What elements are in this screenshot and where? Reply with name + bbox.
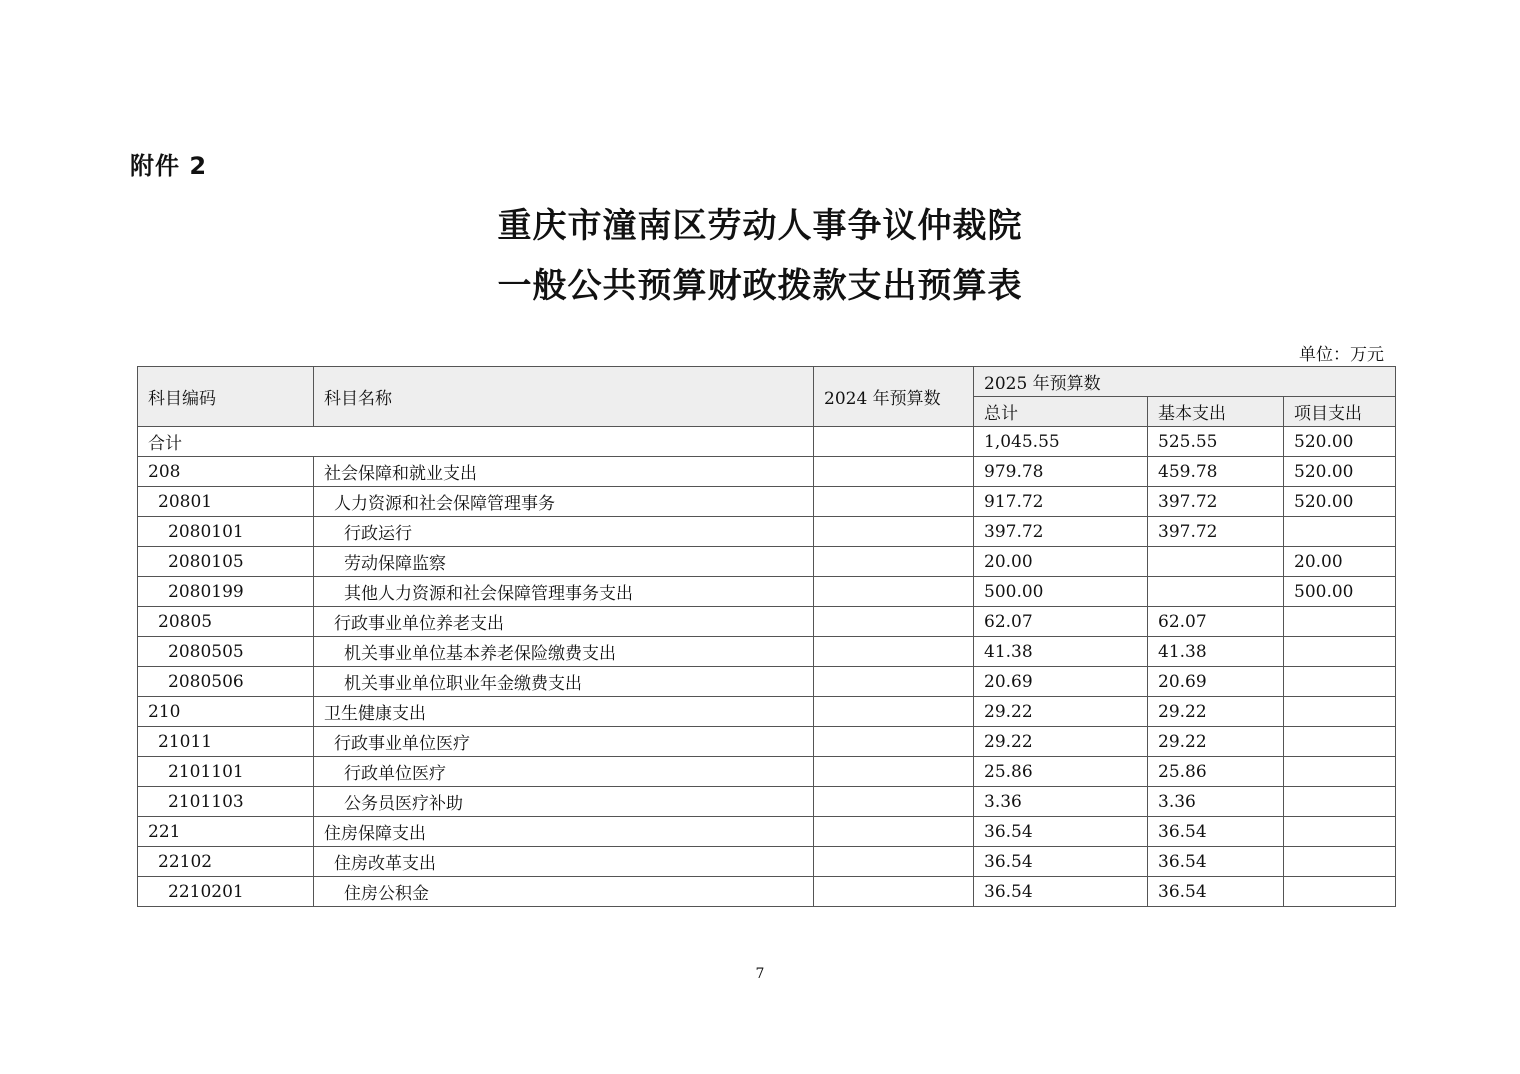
cell-project — [1284, 757, 1396, 787]
cell-name: 劳动保障监察 — [314, 547, 814, 577]
cell-basic: 62.07 — [1148, 607, 1284, 637]
table-row — [138, 607, 1396, 637]
cell-code: 2101103 — [138, 787, 314, 817]
attachment-label: 附件 2 — [130, 152, 208, 180]
cell-basic: 36.54 — [1148, 877, 1284, 907]
total-project: 520.00 — [1284, 427, 1396, 457]
cell-project: 520.00 — [1284, 457, 1396, 487]
cell-code: 2080505 — [138, 637, 314, 667]
header-budget-2024: 2024 年预算数 — [814, 367, 974, 427]
cell-name: 社会保障和就业支出 — [314, 457, 814, 487]
cell-total: 29.22 — [974, 697, 1148, 727]
cell-total: 20.00 — [974, 547, 1148, 577]
cell-budget-2024 — [814, 487, 974, 517]
cell-basic: 36.54 — [1148, 847, 1284, 877]
cell-total: 36.54 — [974, 817, 1148, 847]
cell-budget-2024 — [814, 877, 974, 907]
cell-project: 20.00 — [1284, 547, 1396, 577]
cell-name: 其他人力资源和社会保障管理事务支出 — [314, 577, 814, 607]
cell-total: 36.54 — [974, 877, 1148, 907]
unit-label: 单位：万元 — [1299, 345, 1384, 365]
total-budget-2024 — [814, 427, 974, 457]
cell-code: 21011 — [138, 727, 314, 757]
cell-name: 行政事业单位养老支出 — [314, 607, 814, 637]
document-title-line2: 一般公共预算财政拨款支出预算表 — [497, 266, 1023, 306]
cell-total: 29.22 — [974, 727, 1148, 757]
table-row — [138, 577, 1396, 607]
cell-code: 20801 — [138, 487, 314, 517]
cell-budget-2024 — [814, 457, 974, 487]
cell-budget-2024 — [814, 787, 974, 817]
cell-budget-2024 — [814, 637, 974, 667]
cell-project: 520.00 — [1284, 487, 1396, 517]
cell-name: 住房改革支出 — [314, 847, 814, 877]
cell-basic: 459.78 — [1148, 457, 1284, 487]
cell-project — [1284, 727, 1396, 757]
cell-total: 25.86 — [974, 757, 1148, 787]
cell-budget-2024 — [814, 667, 974, 697]
page-number: 7 — [755, 966, 765, 982]
cell-name: 人力资源和社会保障管理事务 — [314, 487, 814, 517]
cell-name: 机关事业单位职业年金缴费支出 — [314, 667, 814, 697]
table-row — [138, 787, 1396, 817]
total-basic: 525.55 — [1148, 427, 1284, 457]
cell-total: 20.69 — [974, 667, 1148, 697]
cell-total: 917.72 — [974, 487, 1148, 517]
table-row — [138, 877, 1396, 907]
cell-code: 208 — [138, 457, 314, 487]
total-label: 合计 — [138, 427, 814, 457]
cell-budget-2024 — [814, 847, 974, 877]
table-row — [138, 817, 1396, 847]
cell-budget-2024 — [814, 817, 974, 847]
cell-total: 979.78 — [974, 457, 1148, 487]
cell-code: 20805 — [138, 607, 314, 637]
cell-name: 行政运行 — [314, 517, 814, 547]
cell-basic: 29.22 — [1148, 727, 1284, 757]
cell-basic — [1148, 547, 1284, 577]
cell-basic: 29.22 — [1148, 697, 1284, 727]
total-row — [138, 427, 1396, 457]
cell-total: 62.07 — [974, 607, 1148, 637]
cell-project — [1284, 607, 1396, 637]
cell-project: 500.00 — [1284, 577, 1396, 607]
table-row — [138, 547, 1396, 577]
header-basic: 基本支出 — [1148, 397, 1284, 427]
cell-code: 2080199 — [138, 577, 314, 607]
cell-basic: 25.86 — [1148, 757, 1284, 787]
header-code: 科目编码 — [138, 367, 314, 427]
cell-code: 2101101 — [138, 757, 314, 787]
cell-name: 住房保障支出 — [314, 817, 814, 847]
table-row — [138, 667, 1396, 697]
table-row — [138, 847, 1396, 877]
cell-project — [1284, 787, 1396, 817]
cell-basic — [1148, 577, 1284, 607]
cell-basic: 397.72 — [1148, 517, 1284, 547]
header-project: 项目支出 — [1284, 397, 1396, 427]
cell-code: 221 — [138, 817, 314, 847]
cell-project — [1284, 667, 1396, 697]
total-total: 1,045.55 — [974, 427, 1148, 457]
cell-total: 3.36 — [974, 787, 1148, 817]
cell-total: 397.72 — [974, 517, 1148, 547]
cell-code: 22102 — [138, 847, 314, 877]
cell-project — [1284, 877, 1396, 907]
cell-basic: 41.38 — [1148, 637, 1284, 667]
cell-name: 公务员医疗补助 — [314, 787, 814, 817]
cell-budget-2024 — [814, 517, 974, 547]
table-row — [138, 697, 1396, 727]
cell-name: 行政事业单位医疗 — [314, 727, 814, 757]
cell-code: 2210201 — [138, 877, 314, 907]
table-row — [138, 637, 1396, 667]
table-row — [138, 727, 1396, 757]
cell-basic: 20.69 — [1148, 667, 1284, 697]
cell-name: 行政单位医疗 — [314, 757, 814, 787]
cell-name: 住房公积金 — [314, 877, 814, 907]
budget-table — [137, 366, 1396, 907]
header-budget-2025: 2025 年预算数 — [974, 367, 1396, 397]
cell-code: 210 — [138, 697, 314, 727]
cell-total: 41.38 — [974, 637, 1148, 667]
table-row — [138, 757, 1396, 787]
cell-budget-2024 — [814, 607, 974, 637]
cell-code: 2080101 — [138, 517, 314, 547]
cell-name: 机关事业单位基本养老保险缴费支出 — [314, 637, 814, 667]
cell-budget-2024 — [814, 727, 974, 757]
header-total: 总计 — [974, 397, 1148, 427]
cell-basic: 36.54 — [1148, 817, 1284, 847]
cell-basic: 3.36 — [1148, 787, 1284, 817]
table-row — [138, 517, 1396, 547]
cell-project — [1284, 517, 1396, 547]
table-row — [138, 487, 1396, 517]
cell-code: 2080506 — [138, 667, 314, 697]
cell-total: 36.54 — [974, 847, 1148, 877]
cell-budget-2024 — [814, 757, 974, 787]
cell-budget-2024 — [814, 577, 974, 607]
cell-project — [1284, 697, 1396, 727]
cell-project — [1284, 817, 1396, 847]
table-header-row — [138, 367, 1396, 397]
cell-total: 500.00 — [974, 577, 1148, 607]
table-row — [138, 457, 1396, 487]
document-title-line1: 重庆市潼南区劳动人事争议仲裁院 — [497, 206, 1023, 246]
cell-budget-2024 — [814, 547, 974, 577]
cell-project — [1284, 637, 1396, 667]
cell-budget-2024 — [814, 697, 974, 727]
cell-code: 2080105 — [138, 547, 314, 577]
cell-project — [1284, 847, 1396, 877]
cell-name: 卫生健康支出 — [314, 697, 814, 727]
header-name: 科目名称 — [314, 367, 814, 427]
cell-basic: 397.72 — [1148, 487, 1284, 517]
